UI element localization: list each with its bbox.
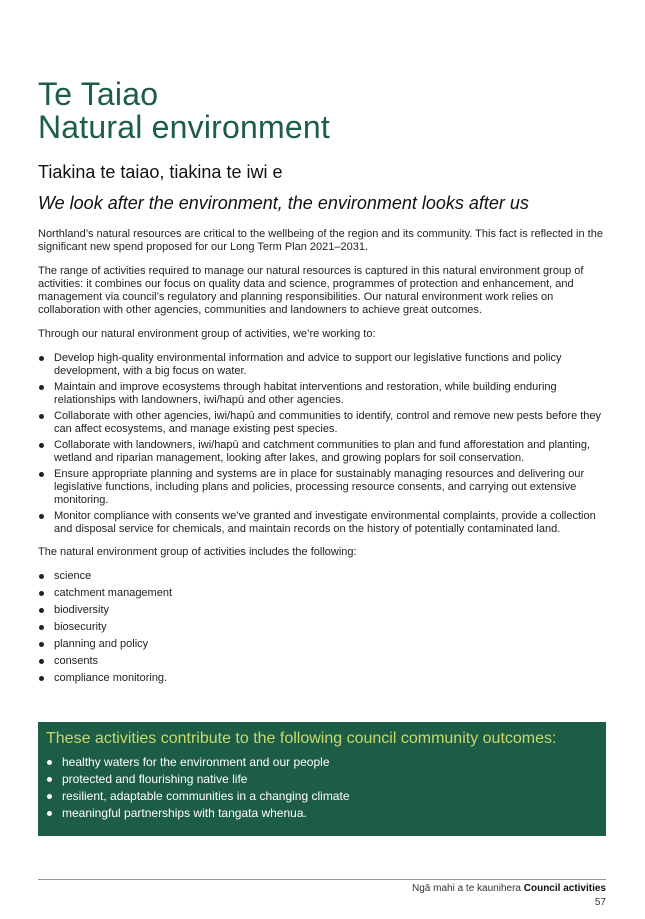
list-item: biodiversity (38, 604, 606, 617)
bullet-icon (39, 676, 44, 681)
bullet-icon (47, 794, 52, 799)
list-item: science (38, 570, 606, 583)
list-item: meaningful partnerships with tangata whenua. (46, 805, 598, 822)
bullet-icon (39, 472, 44, 477)
list-item: Maintain and improve ecosystems through habitat interventions and restoration, while building enduring relationships with landowners, iwi/hapū and other agencies. (38, 381, 606, 407)
page-number: 57 (594, 897, 606, 908)
list-item: planning and policy (38, 638, 606, 651)
bullet-icon (39, 591, 44, 596)
list-item: compliance monitoring. (38, 672, 606, 685)
working-to-list (38, 352, 606, 536)
list-item: Monitor compliance with consents we’ve granted and investigate environmental complaints, provide a collection and disposal service for chemicals, and maintain records on the history of potentially contaminated land. (38, 510, 606, 536)
bullet-icon (39, 385, 44, 390)
paragraph: Through our natural environment group of activities, we’re working to: (38, 328, 376, 340)
list-item: resilient, adaptable communities in a changing climate (46, 788, 598, 805)
outcomes-heading: These activities contribute to the following council community outcomes: (46, 730, 557, 747)
bullet-icon (39, 574, 44, 579)
title-maori: Te Taiao (38, 76, 159, 113)
footer-section-label (412, 883, 606, 894)
bullet-icon (39, 443, 44, 448)
bullet-icon (47, 760, 52, 765)
footer-section-bold: Council activities (523, 883, 606, 894)
bullet-icon (47, 811, 52, 816)
footer-divider (38, 879, 606, 880)
list-item: consents (38, 655, 606, 668)
paragraph: The natural environment group of activities includes the following: (38, 546, 357, 558)
list-item: Ensure appropriate planning and systems are in place for sustainably managing resources and delivering our legislative functions, including plans and policies, processing resource consents, and carrying out extensive monitoring. (38, 468, 606, 507)
bullet-icon (39, 659, 44, 664)
list-item: Develop high-quality environmental information and advice to support our legislative functions and policy development, with a big focus on water. (38, 352, 606, 378)
bullet-icon (39, 356, 44, 361)
body-text (38, 228, 606, 695)
bullet-icon (39, 514, 44, 519)
bullet-icon (39, 608, 44, 613)
bullet-icon (47, 777, 52, 782)
tagline: We look after the environment, the environment looks after us (38, 193, 529, 213)
bullet-icon (39, 625, 44, 630)
page-title (38, 78, 330, 144)
paragraph: The range of activities required to manage our natural resources is captured in this natural environment group of activities: it combines our focus on quality data and science, programmes of protection and enhancement, and management via council’s regulatory and planning responsibilities. Our natural environment work relies on collaboration with other agencies, communities and landowners to achieve great outcomes. (38, 265, 584, 316)
outcomes-list (46, 754, 598, 822)
section-subheading: Tiakina te taiao, tiakina te iwi e (38, 162, 283, 182)
list-item: protected and flourishing native life (46, 771, 598, 788)
title-english: Natural environment (38, 109, 330, 146)
bullet-icon (39, 414, 44, 419)
list-item: healthy waters for the environment and our people (46, 754, 598, 771)
bullet-icon (39, 642, 44, 647)
list-item: Collaborate with landowners, iwi/hapū and catchment communities to plan and fund afforestation and planting, wetland and riparian management, looking after lakes, and growing poplars for soil conservation. (38, 439, 606, 465)
footer-section: Ngā mahi a te kaunihera (412, 883, 521, 894)
list-item: Collaborate with other agencies, iwi/hapū and communities to identify, control and remove new pests before they can affect ecosystems, and manage existing pest species. (38, 410, 606, 436)
list-item: catchment management (38, 587, 606, 600)
list-item: biosecurity (38, 621, 606, 634)
outcomes-box (38, 722, 606, 836)
paragraph: Northland’s natural resources are critical to the wellbeing of the region and its community. This fact is reflected in the significant new spend proposed for our Long Term Plan 2021–2031. (38, 228, 603, 253)
includes-list (38, 570, 606, 685)
